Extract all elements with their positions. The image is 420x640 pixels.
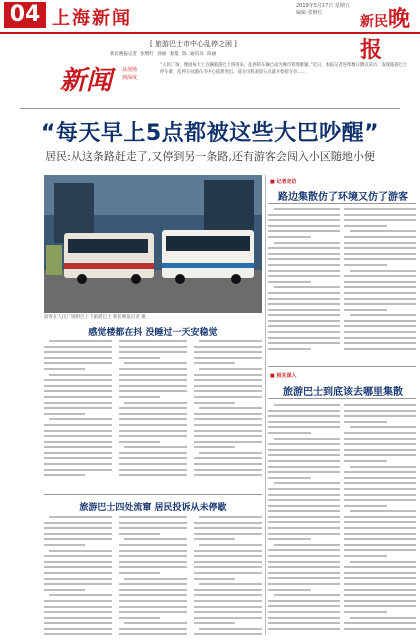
logo-big: 晚报 (360, 6, 411, 63)
section-divider (20, 108, 400, 109)
brand-tagline (122, 66, 137, 82)
photo-caption: 游客在人民广场附近上下旅游巴士 新民晚报记者 摄 (44, 315, 146, 320)
article-2-text-col-1 (44, 340, 112, 490)
section-title: 上海新闻 (52, 8, 132, 29)
article-2-text-col-2 (119, 340, 187, 490)
intro-paragraph: “人民广场、豫园每天上百辆旅游巴士挤进来，乱停的车辆已成为城市管理难题。”近日，本报记者连续数日蹲点采访，发现旅游巴士停车难、乱停车问题在市中心依然突出，部分司机凌晨五点就开始抢车位…… (160, 63, 408, 75)
news-brand (60, 60, 160, 96)
logo-text: 新民 (360, 14, 388, 30)
article-3-text-col-2 (119, 516, 187, 636)
masthead-rule (0, 32, 420, 34)
article-3-text-col-1 (44, 516, 112, 636)
page-number: 04 (4, 2, 46, 28)
article-2-title: 感觉楼都在抖 没睡过一天安稳觉 (88, 328, 218, 338)
article-2-text-col-3 (194, 340, 262, 490)
article-4-top-rule (268, 366, 416, 367)
bus-street-illustration (44, 175, 262, 313)
article-1-title: 路边集散仿了环境又仿了游客 (278, 192, 408, 203)
article-1-text-col-2 (344, 208, 416, 360)
brand-name: 新闻 (60, 66, 113, 96)
brand-tag-1: 从现场 (122, 67, 138, 73)
news-photo (44, 175, 262, 313)
credits-line: 新民晚报记者 张继红 徐丽 秦冕 陈 通讯员 陈丽 (110, 52, 217, 57)
article-4-rule (268, 398, 416, 399)
article-3-title: 旅游巴士四处流窜 居民投诉从未停歇 (79, 503, 227, 513)
column-header: [ 旅游巴士市中心乱停之困 ] (150, 40, 237, 48)
main-headline: “每天早上5点都被这些大巴吵醒” (40, 121, 380, 146)
article-1-rule (268, 203, 416, 204)
article-1-label: ■ 记者走访 (270, 179, 297, 185)
date-block: 2019年5月17日 星期五 编辑 张继红 (296, 3, 350, 16)
sub-headline: 居民:从这条路赶走了,又停到另一条路,还有游客会闯入小区随地小便 (45, 150, 375, 163)
brand-tag-2: 到深度 (122, 75, 138, 81)
article-4-title: 旅游巴士到底该去哪里集散 (283, 387, 403, 398)
article-1-text-col-1 (268, 208, 340, 360)
article-3-text-col-3 (194, 516, 262, 636)
article-4-text-col-1 (268, 404, 340, 636)
article-4-text-col-2 (344, 404, 416, 636)
newspaper-logo (360, 2, 416, 63)
article-4-label: ■ 相关深入 (270, 373, 297, 379)
column-divider (265, 175, 266, 635)
article-3-top-rule (44, 494, 262, 495)
